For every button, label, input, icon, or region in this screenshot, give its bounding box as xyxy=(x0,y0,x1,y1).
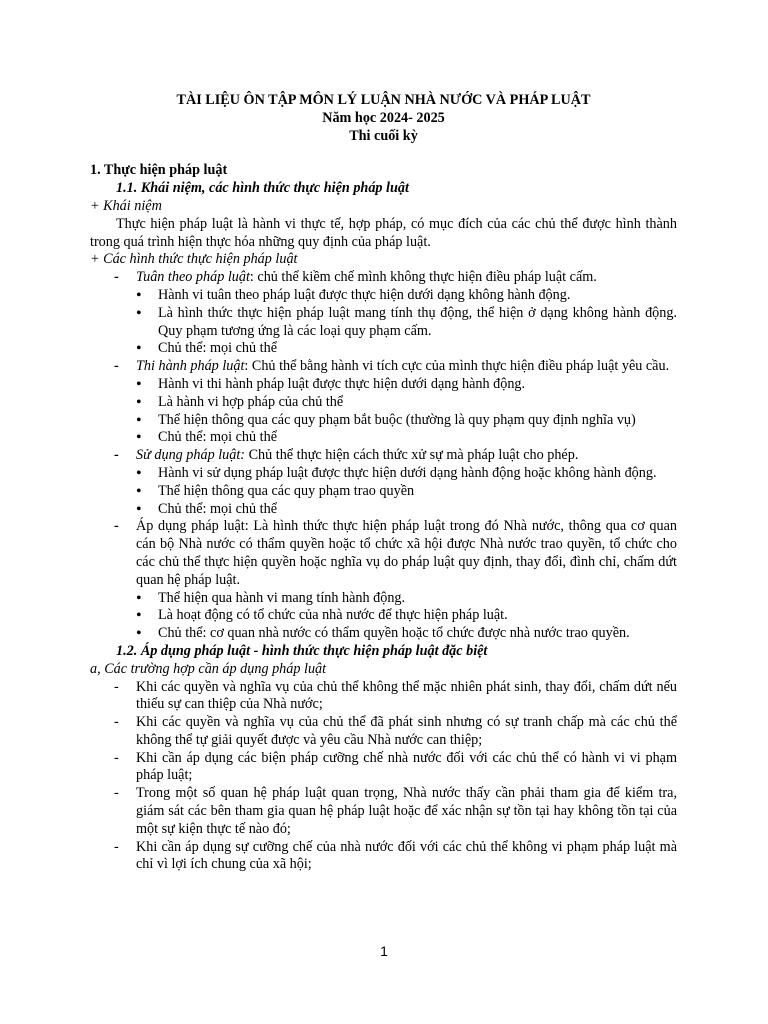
list-item: - Trong một số quan hệ pháp luật quan trọng, Nhà nước thấy cần phải tham gia để kiểm tra, giám sát các bên tham gia quan hệ pháp luật hoặc để xác nhận sự tồn tại hay không tồn tại của một sự kiện thực tế nào đó; xyxy=(90,785,677,838)
cases-label: a, Các trường hợp cần áp dụng pháp luật xyxy=(90,660,327,677)
cases-list xyxy=(90,679,677,875)
concept-paragraph: Thực hiện pháp luật là hành vi thực tế, hợp pháp, có mục đích của các chủ thể được hình thành trong quá trình hiện thực hóa những quy định của pháp luật. xyxy=(90,215,677,250)
list-item: • Chủ thể: mọi chủ thể xyxy=(90,501,677,519)
list-item: • Chủ thể: mọi chủ thể xyxy=(90,429,677,447)
list-item: - Khi cần áp dụng sự cưỡng chế của nhà nước đối với các chủ thể không vi phạm pháp luật mà chỉ vì lợi ích chung của xã hội; xyxy=(90,839,677,875)
form-term: Thi hành pháp luật xyxy=(136,358,245,375)
document-title: TÀI LIỆU ÔN TẬP MÔN LÝ LUẬN NHÀ NƯỚC VÀ PHÁP LUẬT xyxy=(176,92,591,108)
form-item xyxy=(90,358,677,376)
form-points xyxy=(90,590,677,643)
list-item: • Thể hiện qua hành vi mang tính hành động. xyxy=(90,590,677,608)
form-description: : Chủ thể bằng hành vi tích cực của mình thực hiện điều pháp luật yêu cầu. xyxy=(244,358,670,375)
form-points xyxy=(90,465,677,518)
list-item: - Khi các quyền và nghĩa vụ của chủ thể đã phát sinh nhưng có sự tranh chấp mà các chủ thể không thể tự giải quyết được và yêu cầu Nhà nước can thiệp; xyxy=(90,714,677,750)
subsection-heading: 1.2. Áp dụng pháp luật - hình thức thực hiện pháp luật đặc biệt xyxy=(116,642,488,659)
list-item: • Là hình thức thực hiện pháp luật mang tính thụ động, thể hiện ở dạng không hành động. Quy phạm tương ứng là các loại quy phạm cấm. xyxy=(90,305,677,341)
document-page xyxy=(90,92,677,874)
subsection-heading: 1.1. Khái niệm, các hình thức thực hiện pháp luật xyxy=(116,180,409,197)
list-item: • Chủ thể: mọi chủ thể xyxy=(90,340,677,358)
list-item: - Khi cần áp dụng các biện pháp cưỡng chế nhà nước đối với các chủ thể có hành vi vi phạm pháp luật; xyxy=(90,750,677,786)
list-item: • Là hành vi hợp pháp của chủ thể xyxy=(90,394,677,412)
list-item: • Hành vi sử dụng pháp luật được thực hiện dưới dạng hành động hoặc không hành động. xyxy=(90,465,677,483)
list-item: - Khi các quyền và nghĩa vụ của chủ thể không thể mặc nhiên phát sinh, thay đổi, chấm dứt nếu thiếu sự can thiệp của Nhà nước; xyxy=(90,679,677,715)
list-item: • Là hoạt động có tổ chức của nhà nước để thực hiện pháp luật. xyxy=(90,607,677,625)
form-description: : chủ thể kiềm chế mình không thực hiện điều pháp luật cấm. xyxy=(249,269,597,286)
forms-list xyxy=(90,447,677,465)
form-term: Tuân theo pháp luật xyxy=(136,269,250,286)
form-item xyxy=(90,518,677,589)
form-points xyxy=(90,287,677,358)
list-item: • Hành vi thi hành pháp luật được thực hiện dưới dạng hành động. xyxy=(90,376,677,394)
form-item xyxy=(90,447,677,465)
form-description: Chủ thể thực hiện cách thức xử sự mà pháp luật cho phép. xyxy=(245,447,579,464)
list-item: • Chủ thể: cơ quan nhà nước có thẩm quyền hoặc tổ chức được nhà nước trao quyền. xyxy=(90,625,677,643)
list-item: • Thể hiện thông qua các quy phạm bắt buộc (thường là quy phạm quy định nghĩa vụ) xyxy=(90,412,677,430)
page-number: 1 xyxy=(380,943,388,959)
list-item: • Thể hiện thông qua các quy phạm trao quyền xyxy=(90,483,677,501)
form-description: Áp dụng pháp luật: Là hình thức thực hiện pháp luật trong đó Nhà nước, thông qua cơ quan cán bộ Nhà nước có thẩm quyền hoặc tổ chức xã hội được Nhà nước trao quyền, tổ chức cho các chủ thể thực hiện quyền hoặc nghĩa vụ do pháp luật quy định, thay đổi, đình chỉ, chấm dứt quan hệ pháp luật. xyxy=(136,518,677,588)
concept-label: + Khái niệm xyxy=(90,197,162,214)
exam-type: Thi cuối kỳ xyxy=(349,127,418,144)
forms-label: + Các hình thức thực hiện pháp luật xyxy=(90,251,298,268)
forms-list xyxy=(90,269,677,287)
school-year: Năm học 2024- 2025 xyxy=(322,109,445,126)
section-heading: 1. Thực hiện pháp luật xyxy=(90,162,228,179)
forms-list xyxy=(90,518,677,589)
form-term: Sử dụng pháp luật: xyxy=(136,447,246,464)
forms-list xyxy=(90,358,677,376)
form-item xyxy=(90,269,677,287)
list-item: • Hành vi tuân theo pháp luật được thực hiện dưới dạng không hành động. xyxy=(90,287,677,305)
form-points xyxy=(90,376,677,447)
